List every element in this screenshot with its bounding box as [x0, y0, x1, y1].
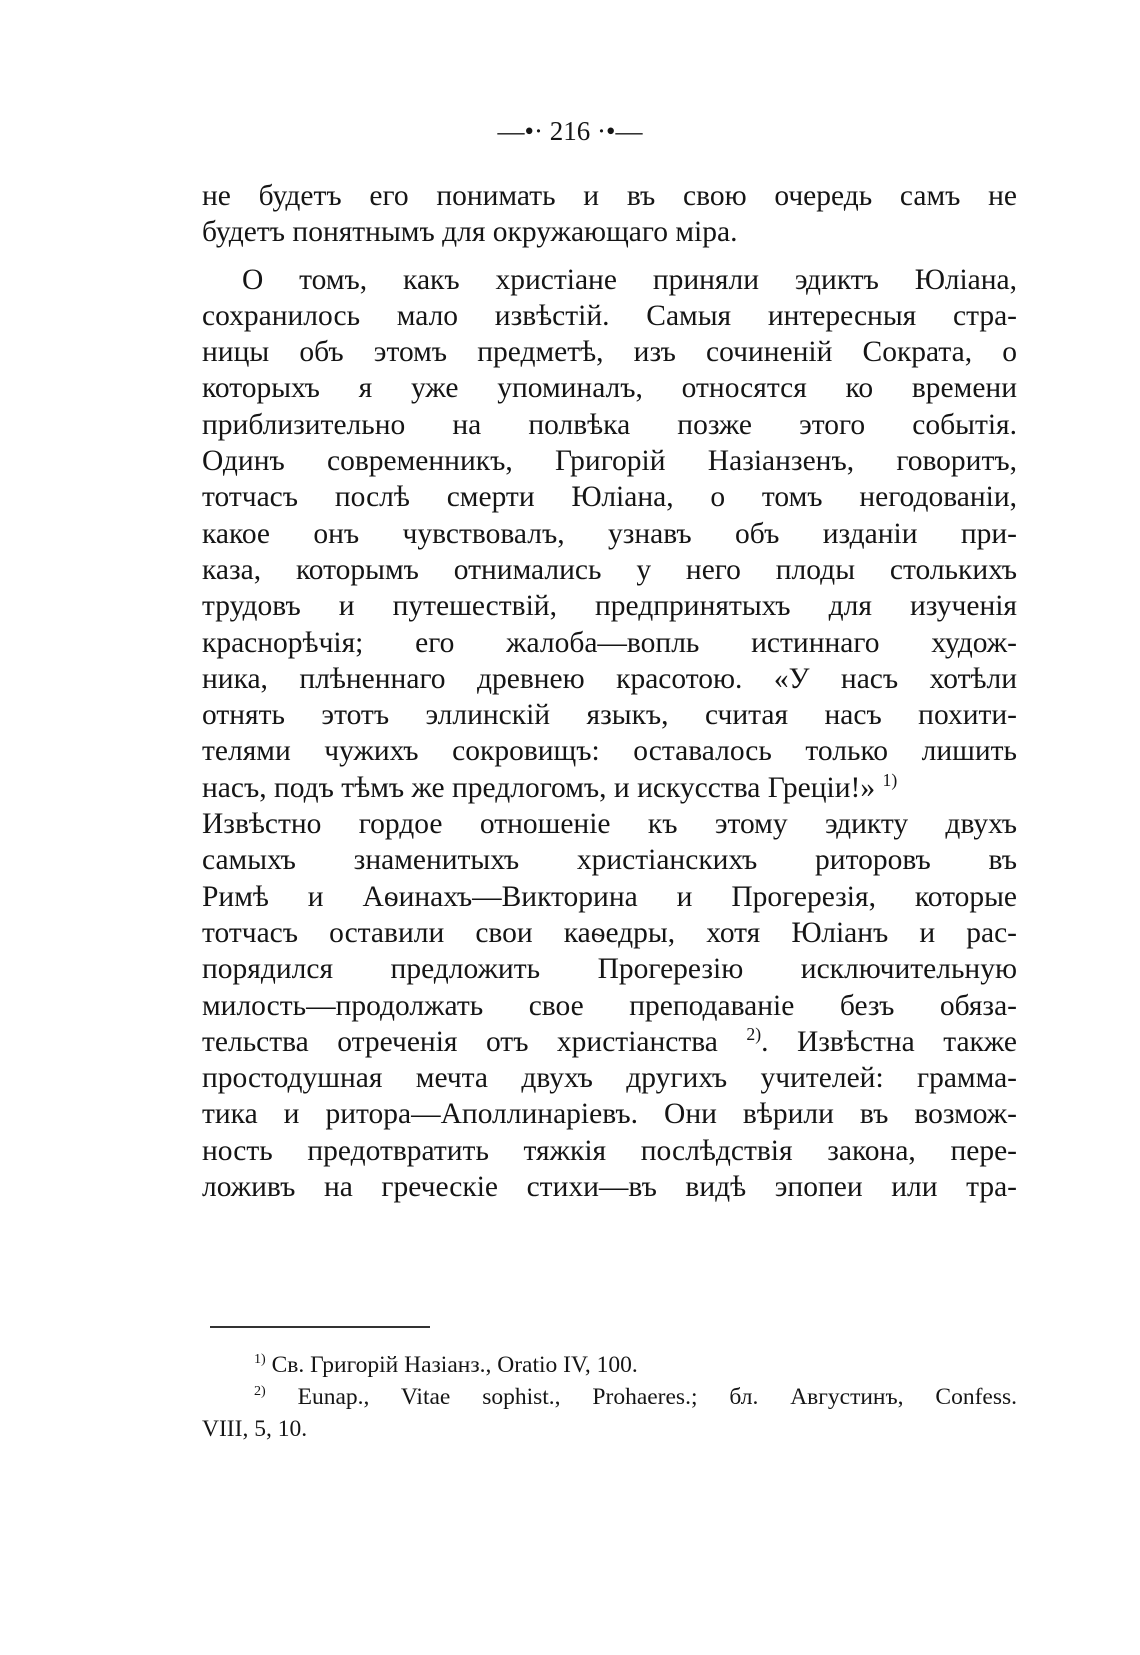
- text-line: ность предотвратить тяжкія послѣдствія закона, пере-: [202, 1134, 1017, 1167]
- text-segment: . Извѣстна также: [761, 1025, 1017, 1058]
- text-segment: насъ, подъ тѣмъ же предлогомъ, и искусства Греціи!»: [202, 771, 883, 804]
- footnote-separator: [210, 1326, 430, 1328]
- footnote-text: Eunap., Vitae sophist., Prohaeres.; бл. Августинъ, Confess.: [297, 1384, 1018, 1410]
- text-line: Одинъ современникъ, Григорій Назіанзенъ, говоритъ,: [202, 445, 1017, 478]
- text-line: ника, плѣненнаго древнею красотою. «У насъ хотѣли: [202, 662, 1017, 695]
- footnote-mark-2: 2): [254, 1383, 266, 1400]
- footnote-mark-1: 1): [254, 1351, 266, 1368]
- page-header: [0, 116, 1140, 146]
- left-ornament: —•·: [497, 116, 543, 146]
- text-line: которыхъ я уже упоминалъ, относятся ко времени: [202, 372, 1017, 405]
- text-line: не будетъ его понимать и въ свою очередь самъ не: [202, 180, 1017, 212]
- text-line: будетъ понятнымъ для окружающаго міра.: [202, 216, 738, 249]
- paragraph: [202, 262, 1017, 1206]
- text-segment: тельства отреченія отъ христіанства: [202, 1025, 747, 1058]
- footnotes: [202, 1349, 1017, 1445]
- text-line: простодушная мечта двухъ другихъ учителей: грамма-: [202, 1062, 1017, 1095]
- page-number: 216: [549, 116, 591, 146]
- paragraph: [202, 178, 1017, 251]
- footnote-2-continued: VIII, 5, 10.: [202, 1416, 308, 1442]
- text-line: ложивъ на греческіе стихи—въ видѣ эпопеи или тра-: [202, 1171, 1017, 1204]
- text-line: [202, 770, 1017, 806]
- text-line: каза, которымъ отнимались у него плоды столькихъ: [202, 553, 1017, 586]
- text-line: милость—продолжать свое преподаваніе безъ обяза-: [202, 989, 1017, 1022]
- text-line: тотчасъ послѣ смерти Юліана, о томъ негодованіи,: [202, 481, 1017, 514]
- footnote-ref-1: 1): [882, 769, 898, 790]
- text-line: какое онъ чувствовалъ, узнавъ объ изданіи при-: [202, 517, 1017, 550]
- text-line: тика и ритора—Аполлинаріевъ. Они вѣрили въ возмож-: [202, 1098, 1017, 1131]
- footnote-1: [202, 1349, 1017, 1381]
- text-line: отнять этотъ эллинскій языкъ, считая насъ похити-: [202, 699, 1017, 732]
- text-line: трудовъ и путешествій, предпринятыхъ для изученія: [202, 590, 1017, 623]
- text-line: телями чужихъ сокровищъ: оставалось только лишить: [202, 735, 1017, 768]
- footnote-text: Св. Григорій Назіанз., Oratio IV, 100.: [271, 1352, 638, 1378]
- text-line: краснорѣчія; его жалоба—вопль истиннаго худож-: [202, 626, 1017, 659]
- main-text: [202, 178, 1017, 1205]
- text-line: самыхъ знаменитыхъ христіанскихъ риторовъ въ: [202, 844, 1017, 877]
- text-line: О томъ, какъ христіане приняли эдиктъ Юліана,: [242, 263, 1017, 296]
- text-line: приблизительно на полвѣка позже этого событія.: [202, 408, 1017, 441]
- right-ornament: ·•—: [597, 116, 643, 146]
- text-line: Римѣ и Аѳинахъ—Викторина и Прогерезія, которые: [202, 880, 1017, 913]
- text-line: тотчасъ оставили свои каѳедры, хотя Юліанъ и рас-: [202, 916, 1017, 949]
- text-line: [202, 1024, 1017, 1060]
- footnote-ref-2: 2): [746, 1024, 762, 1044]
- text-line: сохранилось мало извѣстій. Самыя интересныя стра-: [202, 299, 1017, 332]
- footnote-2: [202, 1381, 1017, 1413]
- text-line: ницы объ этомъ предметѣ, изъ сочиненій Сократа, о: [202, 336, 1017, 369]
- text-line: порядился предложить Прогерезію исключительную: [202, 953, 1017, 986]
- text-line: Извѣстно гордое отношеніе къ этому эдикту двухъ: [202, 808, 1017, 841]
